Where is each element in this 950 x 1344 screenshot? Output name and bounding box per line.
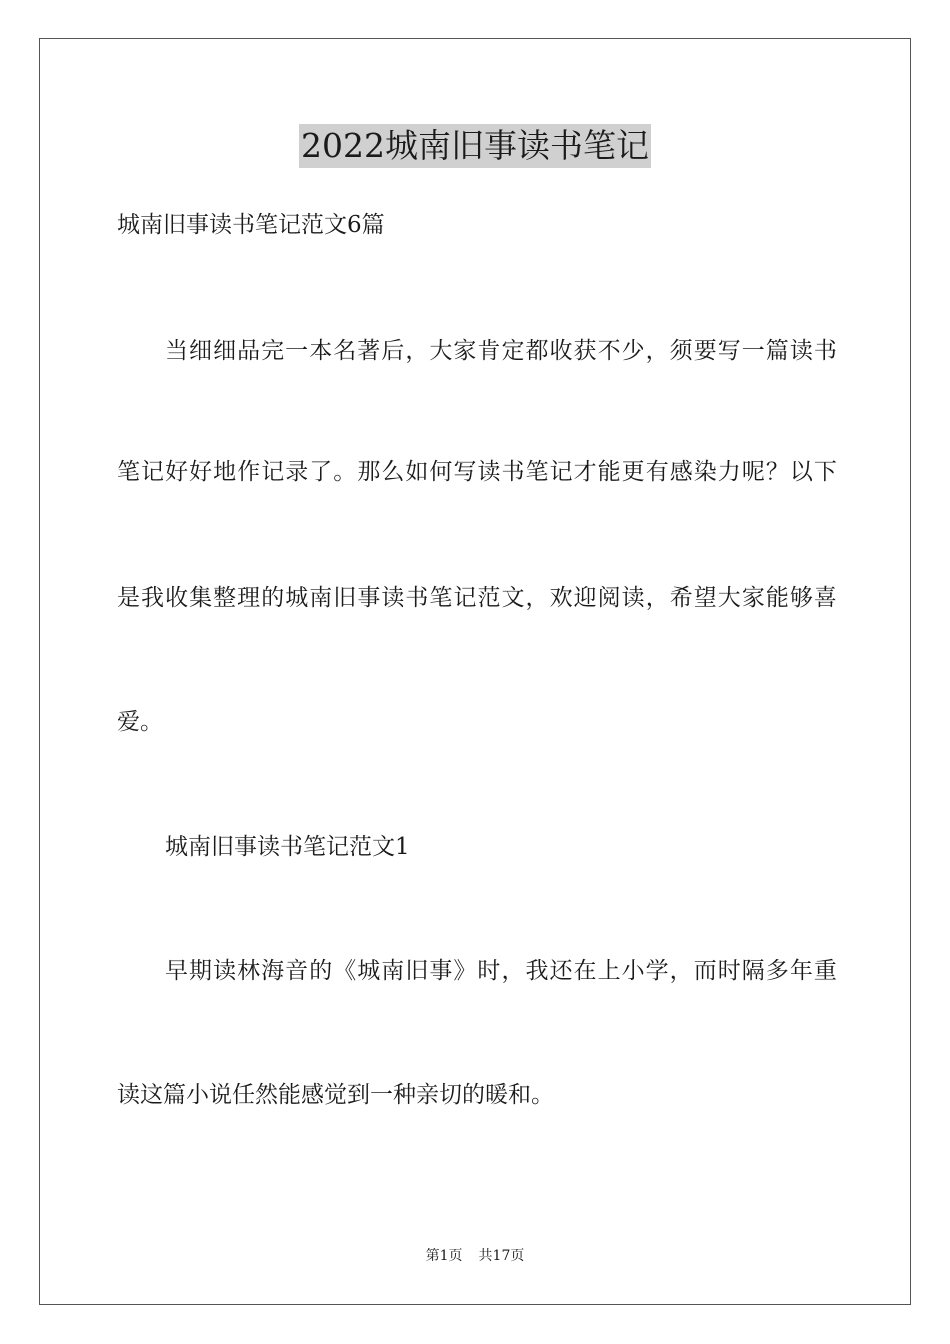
page-number: 第1页 <box>425 1248 463 1264</box>
page-footer <box>0 1247 950 1265</box>
section-heading: 城南旧事读书笔记范文1 <box>165 834 410 860</box>
paragraph-2-line-2: 读这篇小说任然能感觉到一种亲切的暖和。 <box>117 1082 554 1108</box>
page-total: 共17页 <box>478 1248 525 1264</box>
paragraph-1-line-2: 笔 记 好 好 地 作 记 录 了 。 那 么 如 何 写 读 书 笔 记 才 能 更 有 感 染 力 呢 ？ 以 下 <box>117 459 837 485</box>
paragraph-1-line-4: 爱。 <box>117 709 163 735</box>
paragraph-1-line-1: 当 细 细 品 完 一 本 名 著 后 ， 大 家 肯 定 都 收 获 不 少 ， 须 要 写 一 篇 读 书 <box>165 338 837 364</box>
title-container <box>0 124 950 168</box>
document-title: 2022城南旧事读书笔记 <box>299 124 651 168</box>
paragraph-1-line-3: 是 我 收 集 整 理 的 城 南 旧 事 读 书 笔 记 范 文 ， 欢 迎 阅 读 ， 希 望 大 家 能 够 喜 <box>117 585 837 611</box>
document-subtitle: 城南旧事读书笔记范文6篇 <box>117 212 385 238</box>
paragraph-2-line-1: 早 期 读 林 海 音 的 《 城 南 旧 事 》 时 ， 我 还 在 上 小 学 ， 而 时 隔 多 年 重 <box>165 958 837 984</box>
